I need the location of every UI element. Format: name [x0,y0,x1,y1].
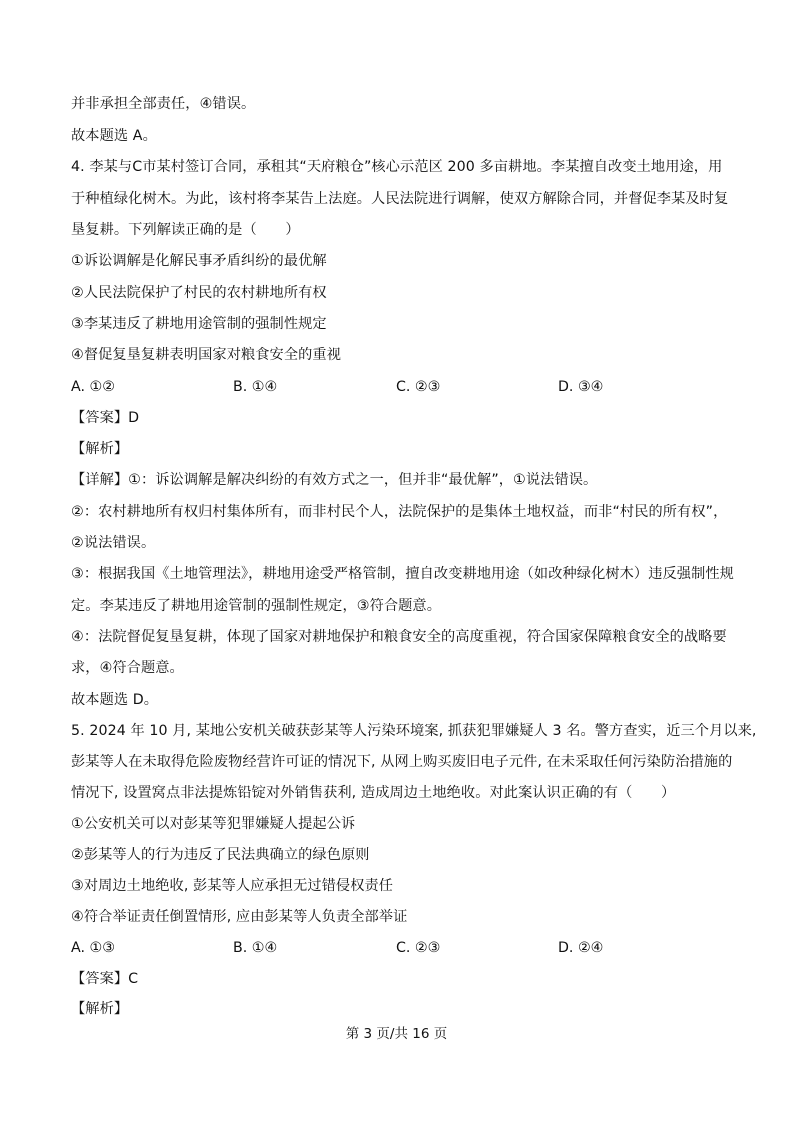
question-4-stem: 垦复耕。下列解读正确的是（ ） [71,222,300,238]
page-footer: 第 3 页/共 16 页 [345,1026,448,1042]
option-a: A. ①③ [71,940,115,956]
question-5-statement: ③对周边土地绝收, 彭某等人应承担无过错侵权责任 [71,878,394,894]
option-b: B. ①④ [233,940,278,956]
question-4-statement: ②人民法院保护了村民的农村耕地所有权 [71,285,327,301]
text-line: 故本题选 A。 [71,128,157,144]
explanation-line: 求，④符合题意。 [71,660,184,676]
question-5-stem: 彭某等人在未取得危险废物经营许可证的情况下, 从网上购买废旧电子元件, 在未采取任何污染防治措施的 [71,754,733,770]
analysis-label: 【解析】 [71,1001,129,1017]
explanation-line: ②说法错误。 [71,535,156,551]
explanation-line: 定。李某违反了耕地用途管制的强制性规定，③符合题意。 [71,598,442,614]
explanation-line: 【详解】①：诉讼调解是解决纠纷的有效方式之一，但并非“最优解”，①说法错误。 [71,472,598,488]
question-5-statement: ①公安机关可以对彭某等犯罪嫌疑人提起公诉 [71,816,356,832]
question-5-statement: ②彭某等人的行为违反了民法典确立的绿色原则 [71,847,370,863]
question-4-options [71,377,751,397]
answer-label: 【答案】D [71,410,140,426]
option-b: B. ①④ [233,379,278,395]
explanation-line: 故本题选 D。 [71,692,159,708]
text-line: 并非承担全部责任，④错误。 [71,96,256,112]
explanation-line: ③：根据我国《土地管理法》，耕地用途受严格管制，擅自改变耕地用途（如改种绿化树木）违反强制性规 [71,566,734,582]
option-c: C. ②③ [396,940,441,956]
question-5-stem: 情况下, 设置窝点非法提炼铅锭对外销售获利, 造成周边土地绝收。对此案认识正确的有（ ） [71,785,676,801]
option-a: A. ①② [71,379,115,395]
option-d: D. ②④ [558,940,604,956]
analysis-label: 【解析】 [71,441,129,457]
explanation-line: ②：农村耕地所有权归村集体所有，而非村民个人，法院保护的是集体土地权益，而非“村民的所有权”， [71,504,728,520]
answer-label: 【答案】C [71,971,139,987]
explanation-line: ④：法院督促复垦复耕，体现了国家对耕地保护和粮食安全的高度重视，符合国家保障粮食安全的战略要 [71,629,727,645]
question-4-stem: 4. 李某与C市某村签订合同，承租其“天府粮仓”核心示范区 200 多亩耕地。李某擅自改变土地用途，用 [71,159,723,175]
question-5-stem: 5. 2024 年 10 月, 某地公安机关破获彭某等人污染环境案, 抓获犯罪嫌疑人 3 名。警方查实，近三个月以来, [71,723,757,739]
question-4-statement: ①诉讼调解是化解民事矛盾纠纷的最优解 [71,253,327,269]
option-d: D. ③④ [558,379,604,395]
question-5-statement: ④符合举证责任倒置情形, 应由彭某等人负责全部举证 [71,909,408,925]
question-4-statement: ④督促复垦复耕表明国家对粮食安全的重视 [71,347,341,363]
option-c: C. ②③ [396,379,441,395]
question-4-statement: ③李某违反了耕地用途管制的强制性规定 [71,316,327,332]
question-5-options [71,938,751,958]
question-4-stem: 于种植绿化树木。为此，该村将李某告上法庭。人民法院进行调解，使双方解除合同，并督促李某及时复 [71,191,729,207]
